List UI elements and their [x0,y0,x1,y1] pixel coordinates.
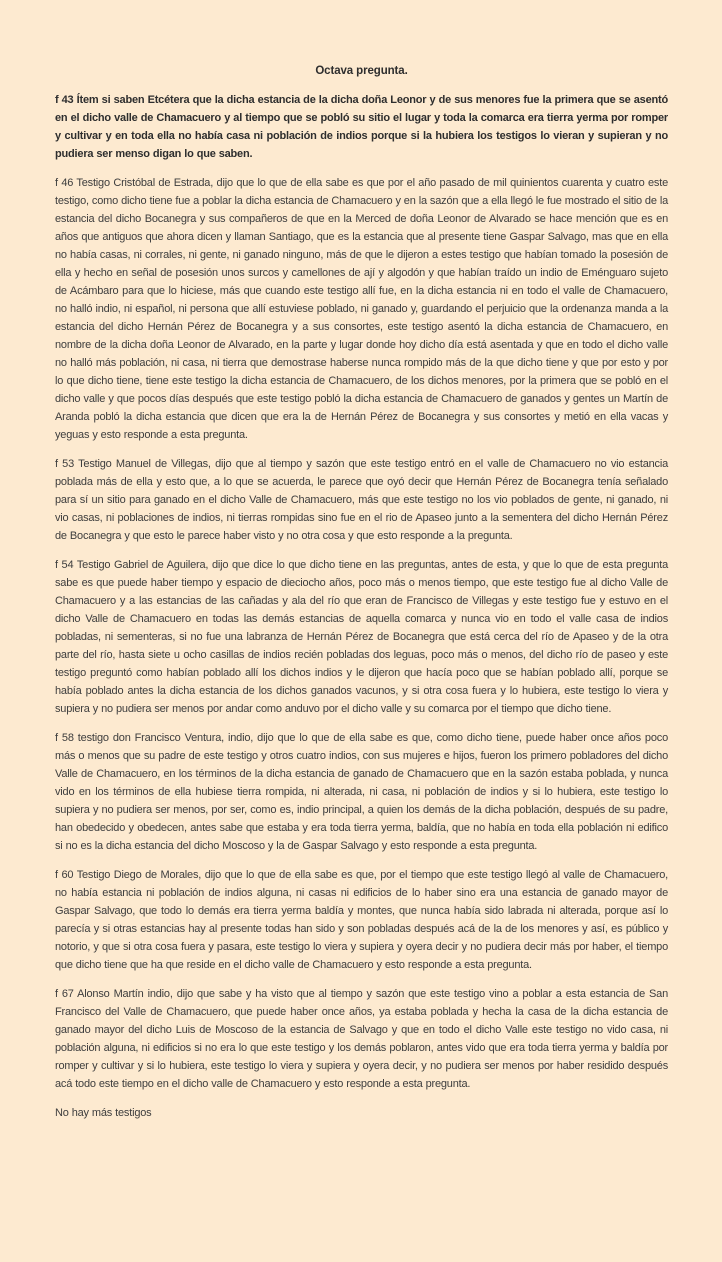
testimony-paragraph-f67: f 67 Alonso Martín indio, dijo que sabe y ha visto que al tiempo y sazón que este testigo vino a poblar a esta estancia de San Francisco del Valle de Chamacuero, que puede haber once años, ya estaba poblada y hecha la casa de la dicha estancia de ganado mayor del dicho Luis de Moscoso de la estancia de Salvago y que en todo el dicho Valle este testigo no vido casa, ni población alguna, ni edificios si no era lo que este testigo y los demás poblaron, antes vido que era toda tierra yerma y baldía por romper y cultivar y si lo hubiera, este testigo lo viera y supiera y oyera decir, y no pudiera ser menos por haber residido después acá todo este tiempo en el dicho valle de Chamacuero y esto responde a esta pregunta. [55,988,668,1090]
question-paragraph-f43: f 43 Ítem si saben Etcétera que la dicha estancia de la dicha doña Leonor y de sus menores fue la primera que se asentó en el dicho valle de Chamacuero y al tiempo que se pobló su sitio el lugar y toda la comarca era tierra yerma por romper y cultivar y en toda ella no había casa ni población de indios porque si la hubiera los testigos lo vieran y supieran y no pudiera ser menso digan lo que saben. [55,94,668,160]
testimony-paragraph-f54: f 54 Testigo Gabriel de Aguilera, dijo que dice lo que dicho tiene en las preguntas, antes de esta, y que lo que de esta pregunta sabe es que puede haber tiempo y espacio de dieciocho años, poco más o menos tiempo, que este testigo fue al dicho Valle de Chamacuero y a las estancias de las cañadas y ala del río que eran de Francisco de Villegas y este testigo fue y estuvo en el dicho Valle de Chamacuero en todas las demás estancias de aquella comarca y nunca vio en todo el valle casa de indios pobladas, ni sementeras, si no fue una labranza de Hernán Pérez de Bocanegra que está cerca del río de Apaseo y de la otra parte del río, hasta siete u ocho casillas de indios recién pobladas dos leguas, poco más o menos, del dicho río de paseo y este testigo preguntó como habían poblado allí los dichos indios y le dijeron que hacía poco que se habían poblado allí, porque se había poblado antes la dicha estancia de los dichos ganados vacunos, y si otra cosa fuera y lo hubiera, este testigo lo viera y supiera y no pudiera ser menos por andar como anduvo por el dicho valle y su comarca por el tiempo que dicho tiene. [55,559,668,715]
testimony-paragraph-f46: f 46 Testigo Cristóbal de Estrada, dijo que lo que de ella sabe es que por el año pasado de mil quinientos cuarenta y cuatro este testigo, como dicho tiene fue a poblar la dicha estancia de Chamacuero y en la sazón que a ella llegó le fue mostrado el sitio de la estancia del dicho Bocanegra y sus compañeros de que en la Merced de doña Leonor de Alvarado se hace mención que es en años que antiguos que ahora dicen y llaman Santiago, que es la estancia que al presente tiene Gaspar Salvago, mas que en ella no había casas, ni corrales, ni gente, ni ganado ninguno, más de que le dijeron a estes testigo que habían tomado la posesión de ella y hecho en señal de posesión unos surcos y camellones de ají y algodón y que habían traído un indio de Eménguaro sujeto de Acámbaro para que lo hiciese, más que cuando este testigo allí fue, en la dicha estancia ni en todo el valle de Chamacuero, no halló indio, ni español, ni persona que allí estuviese poblado, ni ganado y, guardando el perjuicio que la ordenanza manda a la estancia del dicho Hernán Pérez de Bocanegra y a sus consortes, este testigo asentó la dicha estancia de Chamacuero, en nombre de la dicha doña Leonor de Alvarado, en la parte y lugar donde hoy dicho día está asentada y que en todo el dicho valle no halló más población, ni casa, ni tierra que demostrase haberse nunca rompido más de la que dicho tiene y que por esto y por lo que dicho tiene, tiene este testigo la dicha estancia de Chamacuero, de los dichos menores, por la primera que se pobló en el dicho valle y que pocos días después que este testigo pobló la dicha estancia de Chamacuero de ganados y gentes un Martín de Aranda pobló la dicha estancia que dicen que era la de Hernán Pérez de Bocanegra y sus consortes y metió en ella vacas y yeguas y esto responde a esta pregunta. [55,177,668,441]
testimony-paragraph-f60: f 60 Testigo Diego de Morales, dijo que lo que de ella sabe es que, por el tiempo que este testigo llegó al valle de Chamacuero, no había estancia ni población de indios alguna, ni casas ni edificios de lo haber sino era una estancia de ganado mayor de Gaspar Salvago, que todo lo demás era tierra yerma baldía y montes, que nunca había sido labrada ni alterada, porque así lo parecía y si otras estancias hay al presente todas han sido y son pobladas después acá de la de los menores y así, es público y notorio, y que si otra cosa fuera y pasara, este testigo lo viera y supiera y oyera decir y no pudiera decir más por haber, el tiempo que dicho tiene que ha que reside en el dicho valle de Chamacuero y esto responde a esta pregunta. [55,869,668,971]
testimony-paragraph-f58: f 58 testigo don Francisco Ventura, indio, dijo que lo que de ella sabe es que, como dicho tiene, puede haber once años poco más o menos que su padre de este testigo y otros cuatro indios, con sus mujeres e hijos, fueron los primero pobladores del dicho Valle de Chamacuero, en los términos de la dicha estancia de ganado de Chamacuero que en la sazón estaba poblada, y nunca vido en los términos de ella hubiese tierra rompida, ni alterada, ni casa, ni población de indios y si lo hubiera, este testigo lo supiera y no pudiera ser menos, por ser, como es, indio principal, a quien los demás de la dicha población, después de su padre, han obedecido y obedecen, antes sabe que estaba y era toda tierra yerma, baldía, que no había en toda ella población ni edifico si no es la dicha estancia del dicho Moscoso y la de Gaspar Salvago y esto responde a esta pregunta. [55,732,668,852]
closing-statement: No hay más testigos [55,1107,152,1119]
page-title: Octava pregunta. [315,65,408,77]
testimony-paragraph-f53: f 53 Testigo Manuel de Villegas, dijo que al tiempo y sazón que este testigo entró en el valle de Chamacuero no vio estancia poblada más de ella y esto que, a lo que se acuerda, le parece que oyó decir que Hernán Pérez de Bocanegra tenía señalado para sí un sitio para ganado en el dicho Valle de Chamacuero, más que este testigo no los vio poblados de gente, ni ganado, ni vio casas, ni poblaciones de indios, ni tierras rompidas sino fue en el rio de Apaseo junto a la sementera del dicho Hernán Pérez de Bocanegra y que esto le parece haber visto y no otra cosa y que esto responde a la pregunta. [55,458,668,542]
